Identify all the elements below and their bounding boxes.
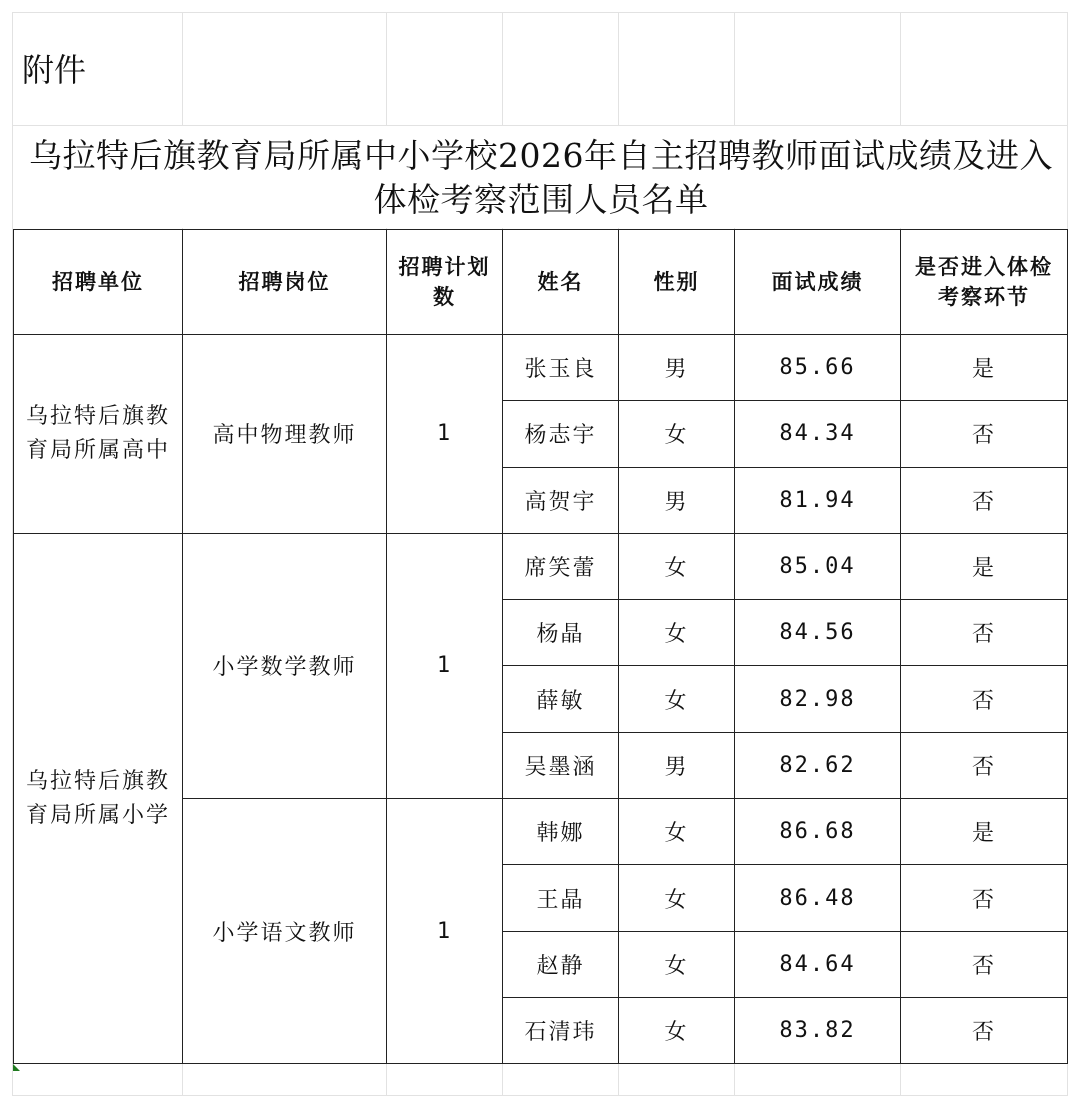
result-cell: 否 <box>901 865 1068 931</box>
grid-line <box>12 1095 1068 1096</box>
name-cell: 席笑蕾 <box>503 533 619 599</box>
score-cell: 82.98 <box>735 666 901 732</box>
result-cell: 否 <box>901 666 1068 732</box>
table-row <box>14 335 1068 401</box>
name-cell: 王晶 <box>503 865 619 931</box>
score-cell: 86.68 <box>735 799 901 865</box>
result-cell: 否 <box>901 467 1068 533</box>
result-cell: 否 <box>901 732 1068 798</box>
gender-cell: 女 <box>619 799 735 865</box>
result-cell: 否 <box>901 600 1068 666</box>
gender-cell: 男 <box>619 335 735 401</box>
score-cell: 86.48 <box>735 865 901 931</box>
name-cell: 薛敏 <box>503 666 619 732</box>
score-cell: 81.94 <box>735 467 901 533</box>
header-row <box>14 230 1068 335</box>
header-score: 面试成绩 <box>735 230 901 335</box>
gender-cell: 女 <box>619 666 735 732</box>
result-cell: 否 <box>901 931 1068 997</box>
plan-cell: 1 <box>387 533 503 798</box>
header-name: 姓名 <box>503 230 619 335</box>
gender-cell: 女 <box>619 865 735 931</box>
gender-cell: 女 <box>619 600 735 666</box>
score-cell: 84.64 <box>735 931 901 997</box>
unit-cell: 乌拉特后旗教育局所属高中 <box>14 335 183 534</box>
name-cell: 高贺宇 <box>503 467 619 533</box>
result-cell: 否 <box>901 401 1068 467</box>
name-cell: 杨志宇 <box>503 401 619 467</box>
header-result: 是否进入体检考察环节 <box>901 230 1068 335</box>
position-cell: 小学语文教师 <box>183 799 387 1064</box>
name-cell: 赵静 <box>503 931 619 997</box>
header-unit: 招聘单位 <box>14 230 183 335</box>
gender-cell: 男 <box>619 732 735 798</box>
score-cell: 84.56 <box>735 600 901 666</box>
name-cell: 吴墨涵 <box>503 732 619 798</box>
gender-cell: 女 <box>619 533 735 599</box>
result-cell: 是 <box>901 799 1068 865</box>
gender-cell: 女 <box>619 997 735 1063</box>
name-cell: 张玉良 <box>503 335 619 401</box>
grid-line <box>12 12 1068 13</box>
cell-fill-handle[interactable] <box>13 1064 20 1071</box>
score-cell: 84.34 <box>735 401 901 467</box>
results-table <box>13 229 1068 1064</box>
table-row <box>14 533 1068 599</box>
score-cell: 85.04 <box>735 533 901 599</box>
result-cell: 否 <box>901 997 1068 1063</box>
gender-cell: 女 <box>619 401 735 467</box>
name-cell: 石清玮 <box>503 997 619 1063</box>
name-cell: 杨晶 <box>503 600 619 666</box>
score-cell: 82.62 <box>735 732 901 798</box>
gender-cell: 男 <box>619 467 735 533</box>
result-cell: 是 <box>901 335 1068 401</box>
name-cell: 韩娜 <box>503 799 619 865</box>
attachment-label: 附件 <box>22 51 87 89</box>
plan-cell: 1 <box>387 799 503 1064</box>
gender-cell: 女 <box>619 931 735 997</box>
header-gender: 性别 <box>619 230 735 335</box>
position-cell: 高中物理教师 <box>183 335 387 534</box>
score-cell: 83.82 <box>735 997 901 1063</box>
page-title: 乌拉特后旗教育局所属中小学校2026年自主招聘教师面试成绩及进入体检考察范围人员名单 <box>29 136 1053 219</box>
position-cell: 小学数学教师 <box>183 533 387 798</box>
score-cell: 85.66 <box>735 335 901 401</box>
header-position: 招聘岗位 <box>183 230 387 335</box>
result-cell: 是 <box>901 533 1068 599</box>
plan-cell: 1 <box>387 335 503 534</box>
header-plan: 招聘计划数 <box>387 230 503 335</box>
unit-cell: 乌拉特后旗教育局所属小学 <box>14 533 183 1063</box>
